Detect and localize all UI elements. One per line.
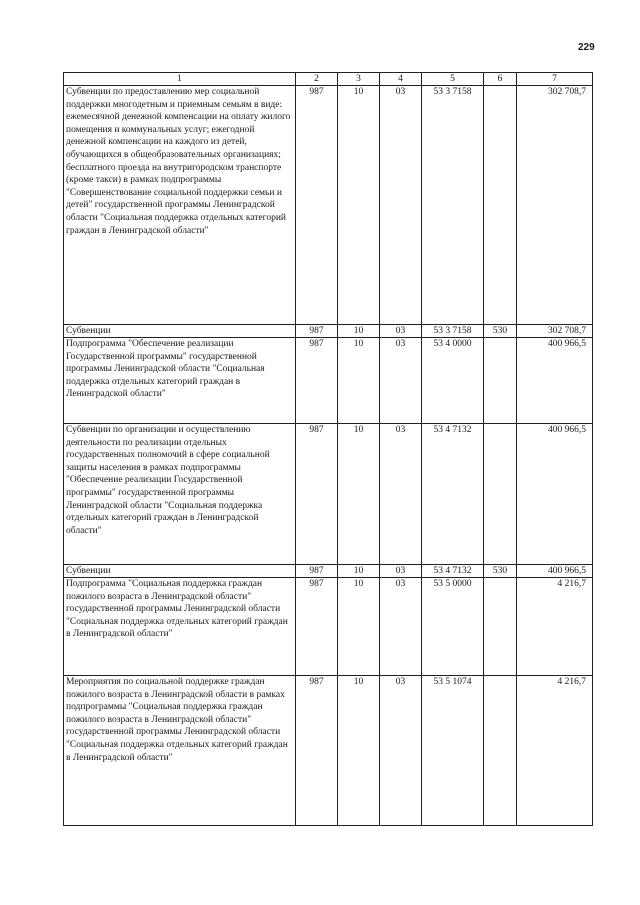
row-section-cell: 10: [338, 325, 380, 338]
header-cell: 7: [517, 73, 593, 86]
row-type-cell: [484, 424, 517, 565]
row-type-cell: [484, 578, 517, 676]
row-subsection-cell: 03: [380, 325, 422, 338]
header-cell: 5: [422, 73, 484, 86]
row-subsection-cell: 03: [380, 424, 422, 565]
row-subsection-cell: 03: [380, 565, 422, 578]
row-type-cell: [484, 676, 517, 826]
row-target-cell: 53 4 0000: [422, 338, 484, 424]
row-name-cell: Субвенции по предоставлению мер социальной поддержки многодетным и приемным семьям в виде: ежемесячной денежной компенсации на оплату жилого помещения и коммунальных услуг; ежегодной денежной компенсации на каждого из детей, обучающихся в общеобразовательных организациях; бесплатного проезда на внутригородском транспорте (кроме такси) в рамках подпрограммы "Совершенствование социальной поддержки семьи и детей" государственной программы Ленинградской области "Социальная поддержка отдельных категорий граждан в Ленинградской области": [64, 86, 296, 325]
row-type-cell: 530: [484, 565, 517, 578]
row-name-cell: Субвенции: [64, 565, 296, 578]
header-cell: 4: [380, 73, 422, 86]
page-number: 229: [578, 42, 595, 53]
row-section-cell: 10: [338, 676, 380, 826]
row-name-cell: Субвенции по организации и осуществлению деятельности по реализации отдельных государственных полномочий в сфере социальной защиты населения в рамках подпрограммы "Обеспечение реализации Государственной программы" государственной программы Ленинградской области "Социальная поддержка отдельных категорий граждан в Ленинградской области": [64, 424, 296, 565]
row-amount-cell: 302 708,7: [517, 86, 593, 325]
row-target-cell: 53 4 7132: [422, 565, 484, 578]
row-amount-cell: 400 966,5: [517, 424, 593, 565]
table-row: [64, 676, 593, 826]
table-header-row: [64, 73, 593, 86]
table-row: [64, 338, 593, 424]
header-cell: 6: [484, 73, 517, 86]
header-cell: 2: [296, 73, 338, 86]
row-section-cell: 10: [338, 86, 380, 325]
row-amount-cell: 400 966,5: [517, 565, 593, 578]
row-code-cell: 987: [296, 325, 338, 338]
row-code-cell: 987: [296, 86, 338, 325]
table-row: [64, 424, 593, 565]
row-type-cell: [484, 338, 517, 424]
row-code-cell: 987: [296, 338, 338, 424]
table-row: [64, 86, 593, 325]
row-name-cell: Мероприятия по социальной поддержке граждан пожилого возраста в Ленинградской области в рамках подпрограммы "Социальная поддержка граждан пожилого возраста в Ленинградской области" государственной программы Ленинградской области "Социальная поддержка отдельных категорий граждан в Ленинградской области": [64, 676, 296, 826]
row-code-cell: 987: [296, 424, 338, 565]
row-target-cell: 53 3 7158: [422, 86, 484, 325]
row-code-cell: 987: [296, 565, 338, 578]
row-code-cell: 987: [296, 578, 338, 676]
row-amount-cell: 302 708,7: [517, 325, 593, 338]
row-amount-cell: 4 216,7: [517, 578, 593, 676]
table-row: [64, 578, 593, 676]
row-section-cell: 10: [338, 565, 380, 578]
row-name-cell: Подпрограмма "Социальная поддержка граждан пожилого возраста в Ленинградской области" государственной программы Ленинградской области "Социальная поддержка отдельных категорий граждан в Ленинградской области": [64, 578, 296, 676]
row-subsection-cell: 03: [380, 676, 422, 826]
row-section-cell: 10: [338, 338, 380, 424]
row-subsection-cell: 03: [380, 578, 422, 676]
row-section-cell: 10: [338, 424, 380, 565]
header-cell: 3: [338, 73, 380, 86]
row-target-cell: 53 5 1074: [422, 676, 484, 826]
row-target-cell: 53 3 7158: [422, 325, 484, 338]
row-target-cell: 53 5 0000: [422, 578, 484, 676]
row-target-cell: 53 4 7132: [422, 424, 484, 565]
row-section-cell: 10: [338, 578, 380, 676]
table-row: [64, 325, 593, 338]
row-name-cell: Подпрограмма "Обеспечение реализации Государственной программы" государственной программы Ленинградской области "Социальная поддержка отдельных категорий граждан в Ленинградской области": [64, 338, 296, 424]
row-subsection-cell: 03: [380, 86, 422, 325]
row-type-cell: [484, 86, 517, 325]
budget-table: [63, 72, 593, 826]
header-cell: 1: [64, 73, 296, 86]
row-subsection-cell: 03: [380, 338, 422, 424]
row-amount-cell: 400 966,5: [517, 338, 593, 424]
row-code-cell: 987: [296, 676, 338, 826]
row-type-cell: 530: [484, 325, 517, 338]
table-row: [64, 565, 593, 578]
row-amount-cell: 4 216,7: [517, 676, 593, 826]
row-name-cell: Субвенции: [64, 325, 296, 338]
